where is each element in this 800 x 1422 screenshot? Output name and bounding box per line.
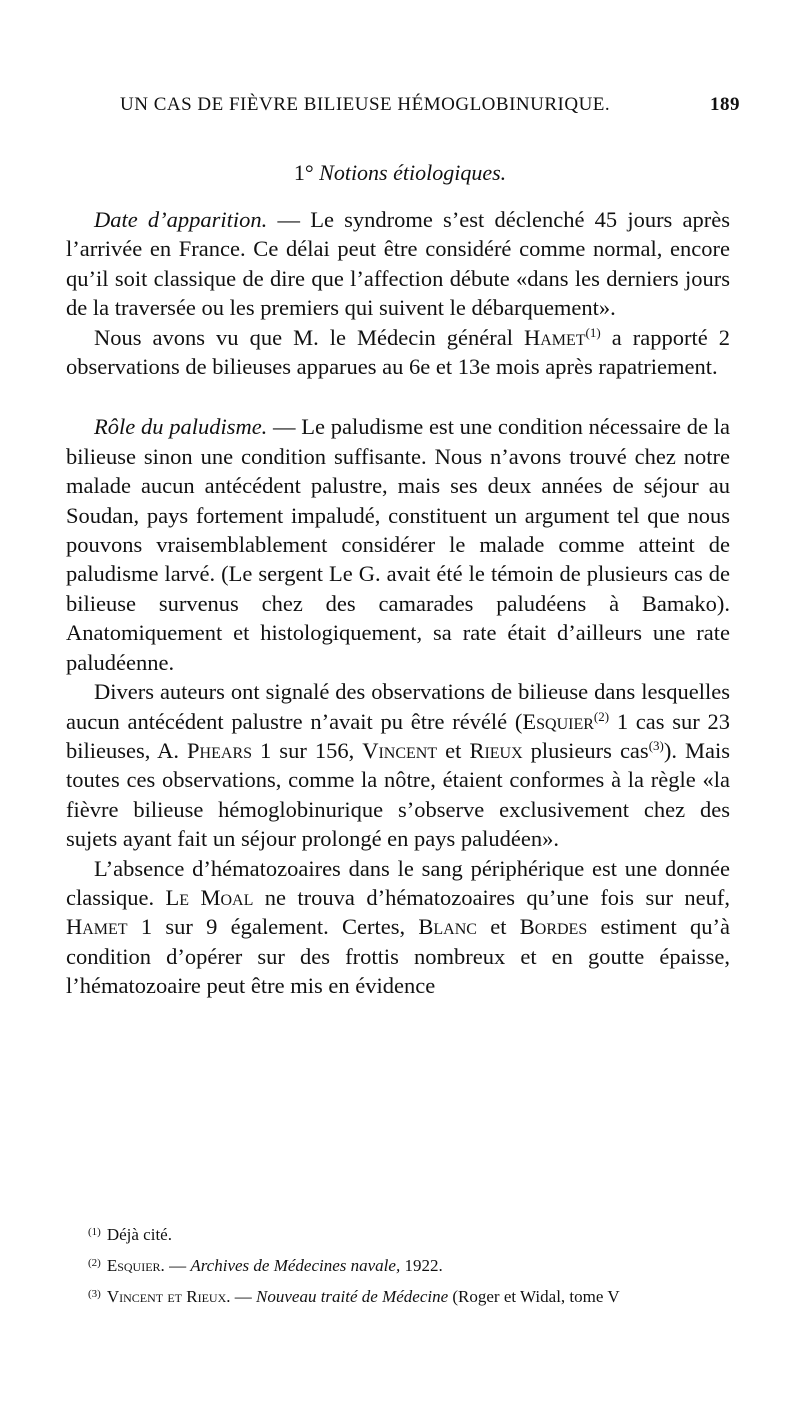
paragraph-lead: Date d’apparition. [94, 207, 268, 232]
paragraph-hamet [66, 323, 730, 382]
footnote-work: Archives de Médecines navale, [190, 1256, 401, 1275]
paragraph-text: — Le paludisme est une condition nécessaire de la bilieuse sinon une condition suffisante. Nous n’avons trouvé chez notre malade aucun antécédent palustre, mais ses deux années de séjour au Soudan, pays fortement impaludé, constituent un argument tel que nous pouvons vraisemblablement considérer le malade comme atteint de paludisme larvé. (Le sergent Le G. avait été le témoin de plusieurs cas de bilieuse survenus chez des camarades paludéens à Bamako). Anatomiquement et histologiquement, sa rate était d’ailleurs une rate paludéenne. [66, 414, 730, 675]
text-run: ne trouva d’hématozoaires qu’une fois sur neuf, [253, 884, 731, 910]
footnote-2 [88, 1249, 728, 1280]
author-name: Le Moal [165, 884, 254, 910]
section-heading [0, 160, 800, 186]
footnote-text: Déjà cité. [106, 1225, 172, 1244]
paragraph-text: — Le syndrome s’est déclenché 45 jours après l’arrivée en France. Ce délai peut être considéré comme normal, encore qu’il soit classique de dire que l’affection débute «dans les derniers jours de la traversée ou les premiers qui suivent le débarquement». [66, 207, 730, 321]
text-run: a rapporté 2 observations de bilieuses apparues au 6e et 13e mois après rapatriement. [66, 324, 730, 380]
text-run: Divers auteurs ont signalé des observations de bilieuse dans lesquelles aucun antécédent palustre n’avait pu être révélé ( [66, 679, 730, 734]
paragraph-lead: Rôle du paludisme. [94, 414, 268, 440]
footnote-mark: (1) [88, 1226, 101, 1238]
footnote-mark: (2) [88, 1257, 101, 1269]
footnote-ref: (2) [593, 708, 610, 724]
text-run: L’absence d’hématozoaires dans le sang périphérique est une donnée classique. [66, 855, 730, 910]
text-run: 1 sur 9 également. Certes, [127, 914, 419, 940]
paragraph-role-paludisme [66, 412, 730, 677]
text-run: 1 sur 156, [252, 737, 363, 763]
text-run: et [437, 737, 470, 763]
author-name: Vincent [362, 737, 438, 763]
text-run: et [476, 914, 520, 940]
footnote-dash: — [230, 1287, 257, 1306]
section-number: 1° [293, 160, 314, 185]
paragraph-date-apparition [66, 205, 730, 323]
text-run: estiment qu’à condition d’opérer sur des frottis nombreux et en goutte épaisse, l’hématozoaire peut être mis en évidence [66, 914, 730, 999]
footnote-3 [88, 1280, 728, 1311]
author-name: Esquier [522, 708, 594, 734]
text-run: 1 cas sur 23 bilieuses, A. [66, 708, 730, 763]
running-header [120, 94, 740, 124]
footnote-1 [88, 1218, 728, 1249]
footnote-dash: — [164, 1256, 191, 1275]
section-title: Notions étiologiques. [319, 160, 507, 185]
author-name: Bordes [519, 914, 588, 940]
footnote-author: Esquier. [106, 1256, 165, 1275]
body-text [66, 205, 730, 1001]
footnote-rest: 1922. [400, 1256, 443, 1275]
author-name: Phears [187, 737, 253, 763]
author-name: Blanc [418, 914, 477, 940]
text-run: Nous avons vu que M. le Médecin général [94, 324, 524, 350]
page-number: 189 [710, 94, 740, 115]
text-run: ). Mais toutes ces observations, comme la nôtre, étaient conformes à la règle «la fièvre bilieuse hémoglobinurique s’observe exclusivement chez des sujets ayant fait un séjour prolongé en pays paludéen». [66, 737, 730, 852]
footnote-mark: (3) [88, 1288, 101, 1300]
paragraph-absence-hematozoaires [66, 854, 730, 1001]
footnote-author: Vincent et Rieux. [106, 1287, 231, 1306]
footnote-rest: (Roger et Widal, tome V [448, 1287, 620, 1306]
footnote-ref: (3) [648, 737, 664, 753]
footnote-ref: (1) [585, 324, 601, 340]
footnotes [88, 1218, 728, 1311]
running-title: UN CAS DE FIÈVRE BILIEUSE HÉMOGLOBINURIQUE. [120, 94, 611, 115]
paragraph-divers-auteurs [66, 677, 730, 853]
author-name: Hamet [523, 324, 586, 350]
text-run: plusieurs cas [522, 737, 649, 763]
footnote-work: Nouveau traité de Médecine [256, 1287, 449, 1306]
author-name: Hamet [66, 914, 128, 940]
author-name: Rieux [469, 737, 523, 763]
